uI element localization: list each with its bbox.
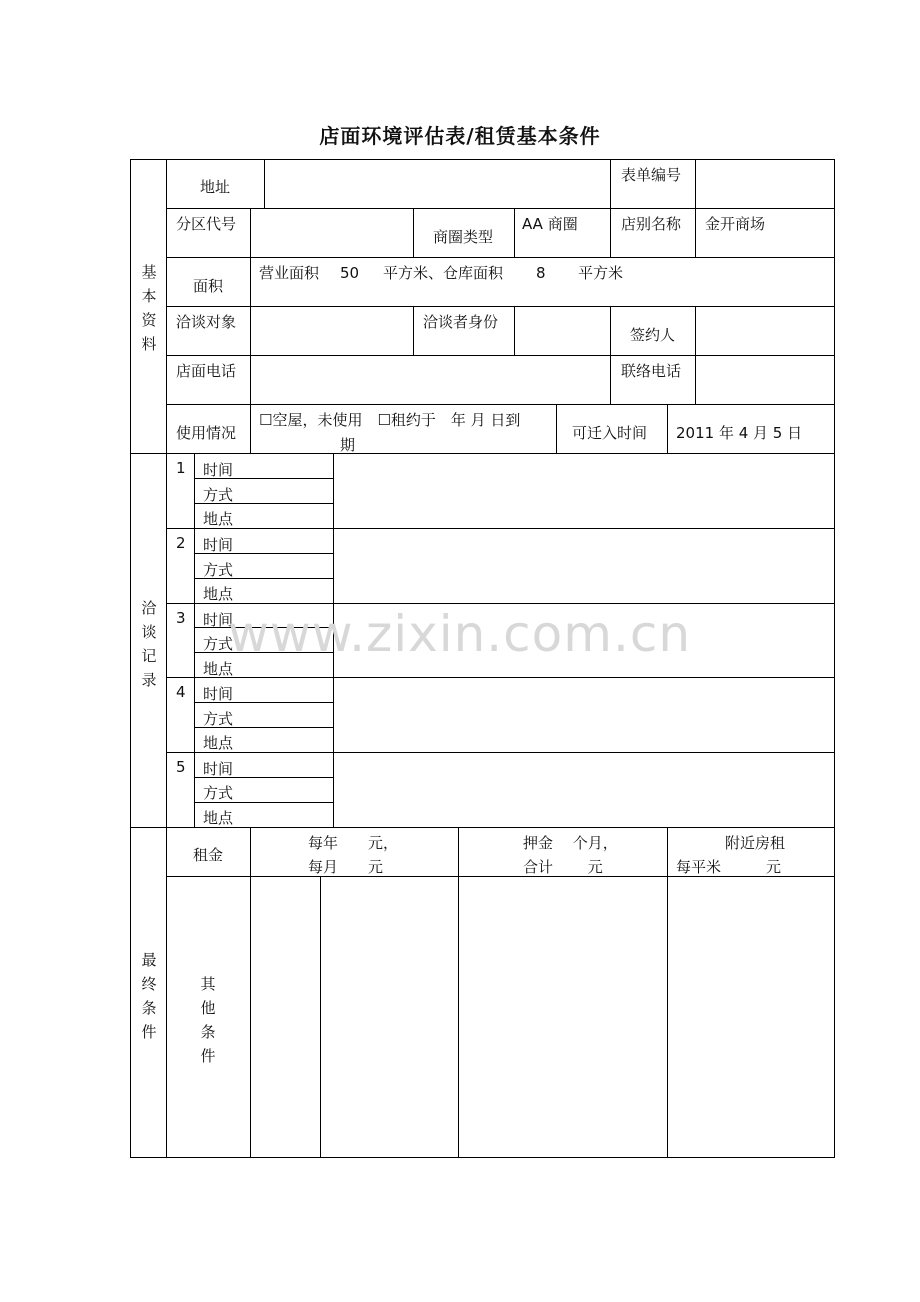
move-in-label: 可迁入时间 [572,424,648,442]
district-code-label: 分区代号 [176,215,237,233]
deposit-months: 押金 个月， [523,834,618,852]
record-method-label: 方式 [203,561,234,579]
biz-circle-type-value: AA 商圈 [522,215,578,233]
rent-per-month: 每月 元 [308,858,384,876]
record-place-label: 地点 [203,809,234,827]
usage-text-line1: ☐空屋，未使用 ☐租约于 年 月 日到 [259,411,521,429]
section-label-final-terms: 最终条件 [141,951,157,1041]
record-method-label: 方式 [203,784,234,802]
record-number: 3 [176,609,186,627]
record-time-label: 时间 [203,536,234,554]
record-time-label: 时间 [203,611,234,629]
contact-phone-label: 联络电话 [621,362,682,380]
record-method-label: 方式 [203,710,234,728]
record-place-label: 地点 [203,660,234,678]
area-sales-label: 营业面积 [259,264,320,282]
table-border-bottom [130,1157,835,1158]
usage-label: 使用情况 [176,424,237,442]
table-border-left [130,159,131,1158]
record-place-label: 地点 [203,585,234,603]
nearby-rent-per-sqm: 每平米 元 [676,858,782,876]
address-label: 地址 [200,178,231,196]
move-in-value: 2011 年 4 月 5 日 [676,424,803,442]
record-time-label: 时间 [203,760,234,778]
table-border-top [130,159,835,160]
rent-label: 租金 [193,846,224,864]
watermark: www.zixin.com.cn [228,605,692,663]
form-no-label: 表单编号 [621,166,682,184]
usage-text-line2: 期 [340,436,356,454]
negotiation-target-label: 洽谈对象 [176,313,237,331]
section-column-line [166,159,167,1158]
record-place-label: 地点 [203,510,234,528]
rent-per-year: 每年 元， [308,834,399,852]
store-phone-label: 店面电话 [176,362,237,380]
section-label-basic-info: 基本资料 [141,263,157,353]
store-name-value: 金开商场 [705,215,766,233]
negotiator-identity-label: 洽谈者身份 [423,313,499,331]
store-name-label: 店别名称 [621,215,682,233]
nearby-rent-label: 附近房租 [725,834,786,852]
record-number: 2 [176,534,186,552]
page-title: 店面环境评估表/租赁基本条件 [319,124,601,148]
section-label-negotiation: 洽谈记录 [141,599,157,689]
area-sales-value: 50 [340,264,360,282]
record-method-label: 方式 [203,486,234,504]
record-time-label: 时间 [203,461,234,479]
area-unit-separator: 平方米、仓库面积 [383,264,504,282]
area-unit: 平方米 [578,264,624,282]
record-time-label: 时间 [203,685,234,703]
area-label: 面积 [193,277,224,295]
record-method-label: 方式 [203,635,234,653]
table-border-right [834,159,835,1158]
signatory-label: 签约人 [630,326,676,344]
record-place-label: 地点 [203,734,234,752]
record-number: 5 [176,758,186,776]
record-number: 1 [176,459,186,477]
area-storage-value: 8 [536,264,546,282]
other-terms-label: 其他条件 [200,975,216,1065]
section-divider-2 [130,827,835,828]
record-number: 4 [176,683,186,701]
deposit-total: 合计 元 [523,858,603,876]
section-divider-1 [130,453,835,454]
biz-circle-type-label: 商圈类型 [433,228,494,246]
